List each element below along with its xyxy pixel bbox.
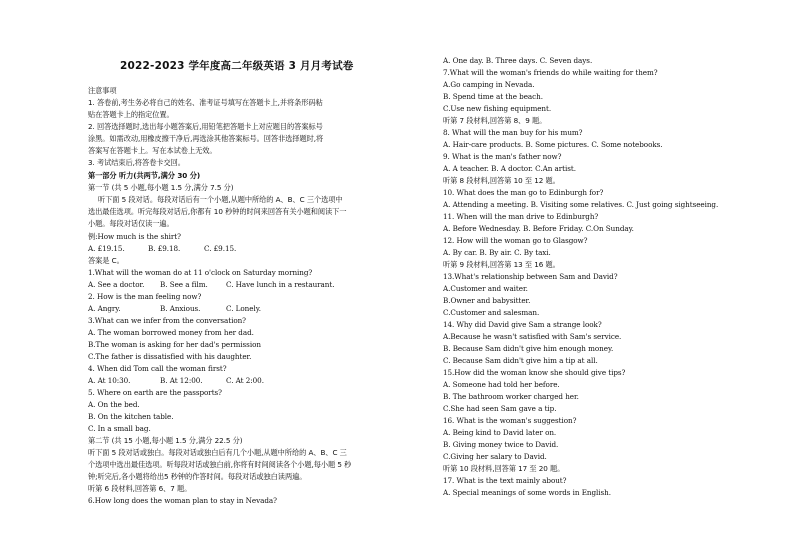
part1-heading: 第一部分 听力(共两节,满分 30 分) [88, 171, 201, 180]
option: A. Attending a meeting. B. Visiting some relatives. C. Just going sightseeing. [443, 200, 719, 209]
passage-heading: 听第 9 段材料,回答第 13 至 16 题。 [443, 260, 560, 269]
option: A. See a doctor. [88, 280, 145, 289]
question: 14. Why did David give Sam a strange look? [443, 320, 602, 329]
section2-heading: 第二节 (共 15 小题,每小题 1.5 分,满分 22.5 分) [88, 436, 243, 445]
section1-instruction: 听下面 5 段对话。每段对话后有一个小题,从题中所给的 A、B、C 三个选项中 [98, 195, 343, 204]
option: C.The father is dissatisfied with his daughter. [88, 352, 252, 361]
question: 12. How will the woman go to Glasgow? [443, 236, 588, 245]
option: C. Have lunch in a restaurant. [226, 280, 335, 289]
section2-instruction: 钟;听完后,各小题将给出5 秒钟的作答时间。每段对话或独白读两遍。 [88, 472, 307, 481]
notes-heading: 注意事项 [88, 86, 117, 95]
section2-instruction: 听下面 5 段对话或独白。每段对话或独白后有几个小题,从题中所给的 A、B、C 三 [88, 448, 347, 457]
option: C. Because Sam didn't give him a tip at all. [443, 356, 598, 365]
question: 8. What will the man buy for his mum? [443, 128, 583, 137]
notes-line: 2. 回答选择题时,选出每小题答案后,用铅笔把答题卡上对应题目的答案标号 [88, 122, 323, 131]
option: C. At 2:00. [226, 376, 264, 385]
option: B. See a film. [160, 280, 208, 289]
option: C.She had seen Sam gave a tip. [443, 404, 557, 413]
passage-heading: 听第 6 段材料,回答第 6、7 题。 [88, 484, 192, 493]
question: 13.What's relationship between Sam and David? [443, 272, 618, 281]
notes-line: 涂黑。如需改动,用橡皮擦干净后,再选涂其他答案标号。回答非选择题时,将 [88, 134, 324, 143]
option: C.Customer and salesman. [443, 308, 540, 317]
question: 11. When will the man drive to Edinburgh? [443, 212, 599, 221]
section1-instruction: 选出最佳选项。听完每段对话后,你都有 10 秒钟的时间来回答有关小题和阅读下一 [88, 207, 347, 216]
option: A. The woman borrowed money from her dad. [88, 328, 254, 337]
option: B. Because Sam didn't give him enough money. [443, 344, 614, 353]
question: 6.How long does the woman plan to stay in Nevada? [88, 496, 277, 505]
option: A. Special meanings of some words in English. [443, 488, 611, 497]
notes-line: 贴在答题卡上的指定位置。 [88, 110, 174, 119]
option: B. Spend time at the beach. [443, 92, 543, 101]
option: B.The woman is asking for her dad's permission [88, 340, 261, 349]
section2-instruction: 个选项中选出最佳选项。听每段对话或独白前,你将有时间阅读各个小题,每小题 5 秒 [88, 460, 352, 469]
option: B. Anxious. [160, 304, 201, 313]
example-option: A. £19.15. [88, 244, 125, 253]
question: 2. How is the man feeling now? [88, 292, 202, 301]
question: 10. What does the man go to Edinburgh for? [443, 188, 604, 197]
passage-heading: 听第 7 段材料,回答第 8、9 题。 [443, 116, 547, 125]
option: A. Hair-care products. B. Some pictures. C. Some notebooks. [443, 140, 663, 149]
option: C.Use new fishing equipment. [443, 104, 552, 113]
option: A.Go camping in Nevada. [443, 80, 535, 89]
example-question: 例:How much is the shirt? [88, 232, 181, 241]
question: 5. Where on earth are the passports? [88, 388, 222, 397]
question: 7.What will the woman's friends do while waiting for them? [443, 68, 658, 77]
question: 9. What is the man's father now? [443, 152, 562, 161]
option: C. Lonely. [226, 304, 261, 313]
example-answer: 答案是 C。 [88, 256, 124, 265]
option: A.Customer and waiter. [443, 284, 528, 293]
question: 15.How did the woman know she should give tips? [443, 368, 626, 377]
question: 4. When did Tom call the woman first? [88, 364, 227, 373]
passage-heading: 听第 8 段材料,回答第 10 至 12 题。 [443, 176, 560, 185]
option: A. Before Wednesday. B. Before Friday. C.On Sunday. [443, 224, 634, 233]
example-option: B. £9.18. [148, 244, 181, 253]
option: B. At 12:00. [160, 376, 203, 385]
exam-title: 2022-2023 学年度高二年级英语 3 月月考试卷 [120, 60, 354, 72]
question: 17. What is the text mainly about? [443, 476, 567, 485]
section1-heading: 第一节 (共 5 小题,每小题 1.5 分,满分 7.5 分) [88, 183, 234, 192]
option: B. Giving money twice to David. [443, 440, 559, 449]
option: A. One day. B. Three days. C. Seven days. [443, 56, 593, 65]
notes-line: 1. 答卷前,考生务必将自己的姓名、准考证号填写在答题卡上,并将条形码粘 [88, 98, 323, 107]
option: A. On the bed. [88, 400, 140, 409]
option: A. By car. B. By air. C. By taxi. [443, 248, 551, 257]
notes-line: 3. 考试结束后,将答卷卡交回。 [88, 158, 185, 167]
passage-heading: 听第 10 段材料,回答第 17 至 20 题。 [443, 464, 565, 473]
option: A. A teacher. B. A doctor. C.An artist. [443, 164, 576, 173]
option: A. Angry. [88, 304, 121, 313]
option: A.Because he wasn't satisfied with Sam's service. [443, 332, 622, 341]
option: B.Owner and babysitter. [443, 296, 531, 305]
option: A. Being kind to David later on. [443, 428, 557, 437]
option: C. In a small bag. [88, 424, 151, 433]
notes-line: 答案写在答题卡上。写在本试卷上无效。 [88, 146, 217, 155]
option: A. At 10:30. [88, 376, 131, 385]
question: 1.What will the woman do at 11 o'clock on Saturday morning? [88, 268, 313, 277]
question: 3.What can we infer from the conversation? [88, 316, 246, 325]
option: B. On the kitchen table. [88, 412, 174, 421]
example-option: C. £9.15. [204, 244, 237, 253]
option: B. The bathroom worker charged her. [443, 392, 579, 401]
option: C.Giving her salary to David. [443, 452, 547, 461]
option: A. Someone had told her before. [443, 380, 560, 389]
question: 16. What is the woman's suggestion? [443, 416, 577, 425]
section1-instruction: 小题。每段对话仅读一遍。 [88, 219, 174, 228]
